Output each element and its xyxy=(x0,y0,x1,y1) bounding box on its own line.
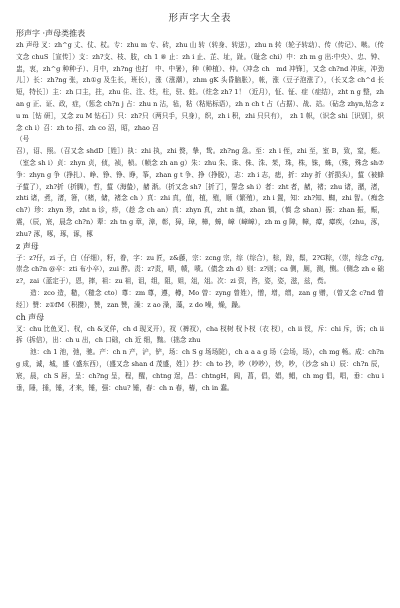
section-heading-z: z 声母 xyxy=(16,241,39,251)
paragraph: 池：ch 1 池，弛，驰。产：ch n 产，浐，铲，场：ch S g 场场院），ch a a a g 场（会场，场），ch mg 畅。成：ch?ng 成，诚，城，盛（盛东西），（盛又念 shan d 茂盛，姓］）抄：ch to 抄，吵（吵吵），炒，吵，（沙念 sh i）辰：ch?n 辰，宸，晨，ch S 唇，呈：ch?ng 呈，程，醒，chtng 逞，昌：chtngH，阊，菖，倡，娼，鲳，ch mg 倡，唱，垂：chu i 垂，陲，捶，锤，才来，锤，强：chu? 锤，春：ch n 春，椿，ch in 蠢。 xyxy=(16,348,384,392)
paragraph: （号 xyxy=(16,135,30,144)
subtitle: 形声字 ·声母类推表 xyxy=(16,29,86,38)
paragraph: 造：zco 造，糙，（糙念 cto）尊：zm 尊，遵，樽，Mo 曾：zyng 曾姓），憎，增，缯，zan g 赠，（曾又念 c?nd 曾经］）赞：z①fM（积攒），赞，zan 赞，澡：z ao 澡，藻，z do 噪，燥，躁。 xyxy=(16,288,384,309)
section-heading-ch: ch 声母 xyxy=(16,312,45,322)
page-title: 形声字大全表 xyxy=(168,13,232,24)
paragraph: 子：z?仔，zi 子，白（仔细），籽，眷，字：zu 匠，z&藤，宗：zcng 宗，综（综合），棕，踪，鬃，2?G粽，（崇，综念 c?g,崇念 ch?n @卒：zti 布小卒），zui 醉。责：z?责，啧，帻，啧。（债念 zh d）则：z?则；ca 侧，厕，测，恻。（侧念 zh e 础z?，zai（蓝定于），恩，摔，祖：zu 祖，诅，组，阻，姐，俎，俎。次：zi 资，咨，姿，姿，滋，兹，赀。 xyxy=(16,253,384,286)
paragraph: 召），诏、照。（召又念 shdD［姓］）执：zhi 执，zhi 赘，挚，鸷。zh?ng 急。至：zh i 侄，zhi 至，室 B，致，窒，蛭。（室念 sh i）贞：zhyn 贞，侦，祯，桢。（帧念 zh an g）朱：zhu 朱、诛、侏、洙、茱，珠，株，铢，蛛，（殊，殊念 sh⑦ 争：zhyn g 争（挣扎）、峥、铮、铮、睁，筝，zhan g t 争、挣（挣脱），志：zh i 志，痣，折：zhy 折（折损头），蜇（被蜂子蜇了），zh?折（折腾），哲，蜇（海蛰），赭 渐。（折又念 sh?［折了］，誓念 sh i）者：zht 者，赭，褚；zhu 诸，潴，渚，zhti 诸，煮，渚，箸，（楮，储，褚念 ch ）真：zhi 真，值，植，殖，顺（繁殖），zh i 置，知：zh?知、蜘，zhi 智。（痴念 ch?）珍：zhyn 珍，zht n 诊，疹，（趁 念 ch an）真：zhyn 真，zht n 缜，zhan 镇，（慎 念 shan）振：zhan 振，赈，震，（辰，宸，晨念 ch?n）辈：zh tn g 章，漳，彰，獐，璋，樟，蟑，嶂（嶂嶂），zh m g 障，幛，瘴，瘴疾，（zhu，涿，zhu? 涿，啄，琢，诼，椓 xyxy=(16,147,384,238)
paragraph: 叉：chu 比鱼叉］、杈，ch &叉佯，ch d 现叉开），衩（裤衩），cha 杈树 杈卜杈（衣 杈），ch ii 钗，斥：chi 斥，诉；ch ii 拆（拆信），出：ch u 出，ch 口础，ch 近 细，黜。（拙念 zhu xyxy=(16,324,384,345)
paragraph: zh 声母 叉：zh^g 丈、仗、杖。专：zhu m 专、砖，zhu 山 转（转身、转送），zhu n 转（轮子转动）、传（传记）、啭。（传文念 chuS［宣传］）支：zh?支、枝、肢，ch 1 ⑧ 止：zh i 止、芷、址，趾。（耻念 chi）中：zh m g 出:中央）、忠、钟、盅，衷，zh^g 种种子）、月中，zh?ng 也打 中、中暑），种（种植）、仲。（冲念 ch md 冲锋］，又念 ch?nd 冲床，冲劲儿］）长：zh?ng 张，zh①g 及生长，班长），涨（涨潮），zhm gK 头昏脑胀），帐，涨（豆子泡涨了），（长又念 ch^d 长 短，特长］）主：zh 口主，拄，zhu 住、注、炷，柱，驻、蛀。（炷念 zh? 1！（近月），怔、钲、症（症结），zht n g 整，zhan g 正、证、政，症，（惩念 ch?n j 占：zhu n 沾，毡，粘（粘贴标语），zh n ch t 占（占据）、战、站。（砧念 zhyn,钻念 zu m［钻 研］，又念 zu M 钻石］）只：zh?只（两只手，只身），织，zh i 积，zhi 只只有）， zh 1 帜，（识念 shi［识别］，炽念 ch i）召：zh to 招、zh co 沼，昭，zhao 召 xyxy=(16,41,384,132)
